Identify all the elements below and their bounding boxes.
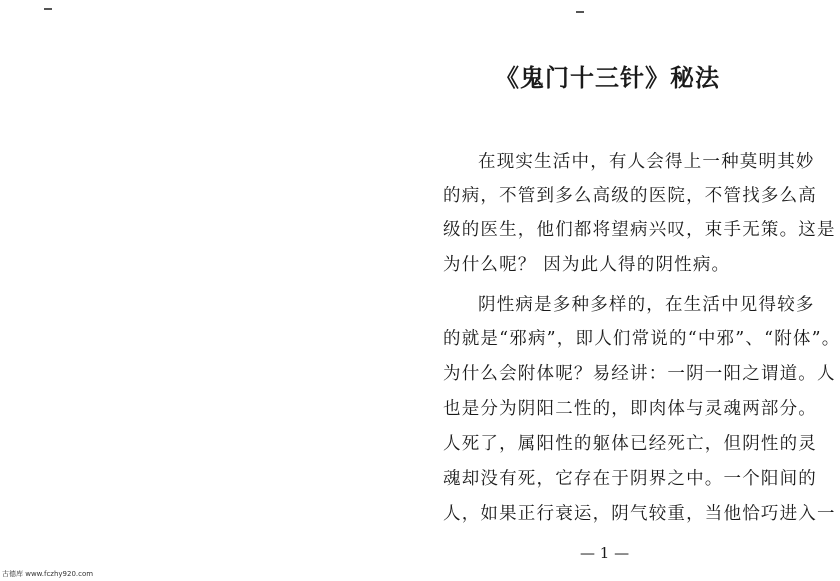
body-line: 级的医生，他们都将望病兴叹，束手无策。这是 (443, 220, 836, 240)
left-blank-page (0, 0, 400, 581)
body-line: 为什么会附体呢？易经讲：一阴一阳之谓道。人 (443, 364, 836, 384)
body-line: 在现实生活中，有人会得上一种莫明其妙 (478, 152, 815, 172)
body-line: 的病，不管到多么高级的医院，不管找多么高 (443, 186, 817, 206)
right-text-page (430, 0, 840, 581)
page-number: — 1 — (580, 544, 630, 562)
scan-mark (44, 8, 52, 10)
watermark: 古德库 www.fczhy920.com (2, 570, 94, 578)
page-title: 《鬼门十三针》秘法 (495, 63, 720, 92)
body-line: 的就是“邪病”，即人们常说的“中邪”、“附体”。 (443, 329, 840, 349)
body-line: 也是分为阴阳二性的，即肉体与灵魂两部分。 (443, 399, 817, 419)
body-line: 人死了，属阳性的躯体已经死亡，但阴性的灵 (443, 434, 817, 454)
body-line: 人，如果正行衰运，阴气较重，当他恰巧进入一 (443, 504, 836, 524)
body-line: 为什么呢？ 因为此人得的阴性病。 (443, 255, 731, 275)
body-line: 阴性病是多种多样的，在生活中见得较多 (478, 295, 815, 315)
body-line: 魂却没有死，它存在于阴界之中。一个阳间的 (443, 469, 817, 489)
